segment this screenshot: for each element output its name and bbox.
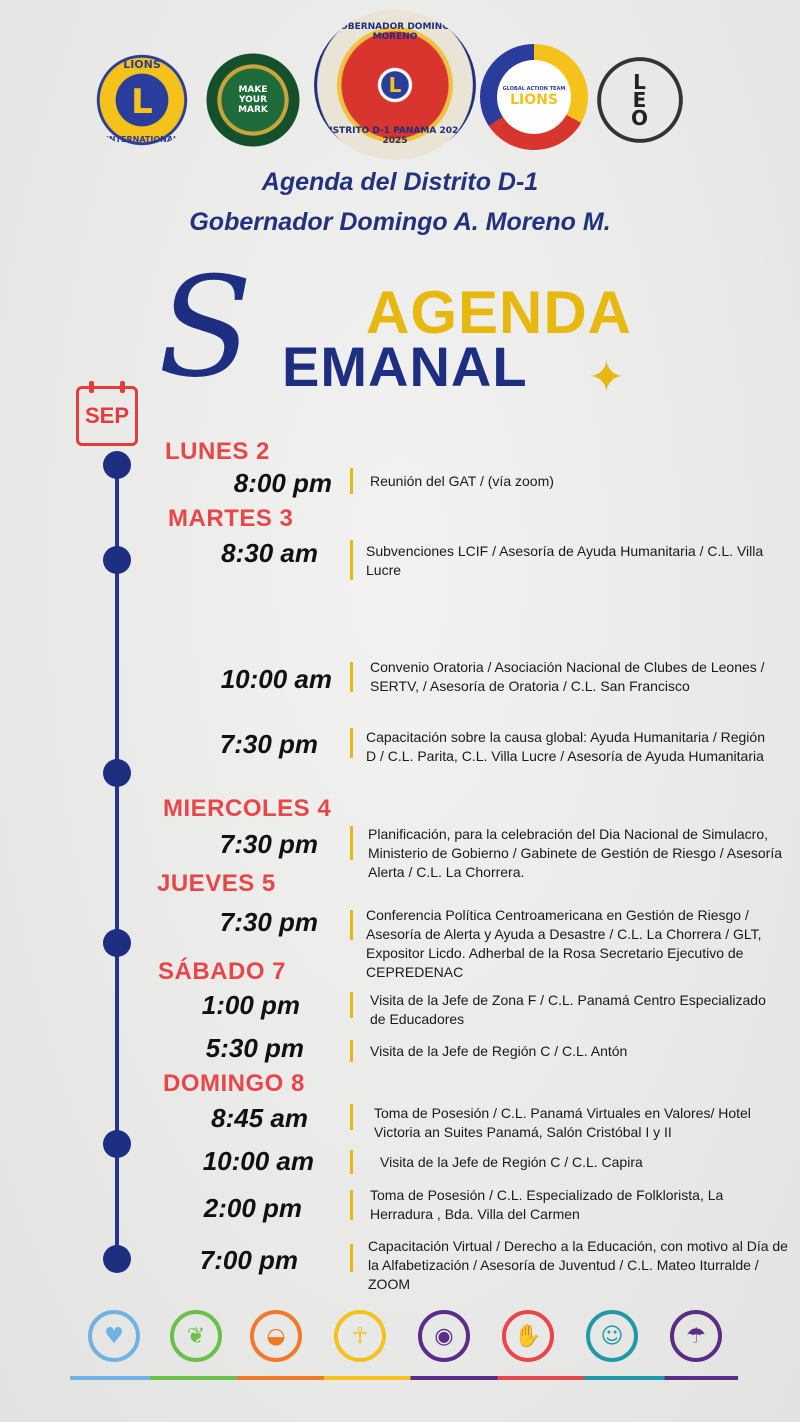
event-divider: [350, 1040, 353, 1062]
lions-international-logo: LIONS L INTERNATIONAL: [88, 52, 196, 148]
event-divider: [350, 1244, 353, 1272]
day-label: SÁBADO 7: [158, 958, 287, 985]
global-action-team-logo: GLOBAL ACTION TEAM LIONS: [480, 44, 588, 150]
youth-icon: ☺: [586, 1310, 638, 1362]
leo-club-logo: L E O: [595, 54, 685, 146]
event-divider: [350, 992, 353, 1018]
event-time: 10:00 am: [220, 664, 332, 694]
event-description: Subvenciones LCIF / Asesoría de Ayuda Humanitaria / C.L. Villa Lucre: [366, 543, 764, 578]
event-time: 8:30 am: [221, 538, 318, 568]
make-your-mark-logo: MAKE YOUR MARK: [205, 52, 301, 148]
event-time: 1:00 pm: [201, 990, 300, 1020]
day-label: DOMINGO 8: [163, 1070, 305, 1097]
humanitarian-icon: ♥: [88, 1310, 140, 1362]
hunger-icon: ◒: [250, 1310, 302, 1362]
event-description: Visita de la Jefe de Zona F / C.L. Panamá Centro Especializado de Educadores: [370, 992, 766, 1027]
event-time: 7:30 pm: [219, 907, 318, 937]
calendar-icon: [76, 386, 138, 446]
event-time: 5:30 pm: [205, 1033, 304, 1063]
event-divider: [350, 1150, 353, 1174]
event-description: Conferencia Política Centroamericana en Gestión de Riesgo / Asesoría de Alerta y Ayuda a Desastre / C.L. La Chorrera / GLT, Expositor Licdo. Adherbal de la Rosa Secretario Ejecutivo de CEPREDENAC: [366, 907, 762, 980]
day-label: LUNES 2: [165, 438, 270, 465]
event-divider: [350, 910, 353, 940]
event-divider: [350, 1190, 353, 1220]
calendar-month: SEP: [84, 403, 130, 428]
event-description: Reunión del GAT / (vía zoom): [370, 473, 554, 489]
disaster-relief-icon: ☂: [670, 1310, 722, 1362]
event-divider: [350, 1104, 353, 1130]
event-divider: [350, 468, 353, 494]
sparkle-icon: ✦: [588, 353, 625, 402]
governor-name-heading: Gobernador Domingo A. Moreno M.: [189, 208, 611, 236]
event-description: Visita de la Jefe de Región C / C.L. Antón: [370, 1043, 628, 1059]
event-description: Visita de la Jefe de Región C / C.L. Capira: [380, 1154, 643, 1170]
event-time: 8:00 pm: [233, 468, 332, 498]
childhood-cancer-icon: ☥: [334, 1310, 386, 1362]
day-label: MIERCOLES 4: [163, 795, 332, 822]
title-script-letter: S: [158, 247, 253, 408]
event-divider: [350, 826, 353, 860]
vision-icon: ◉: [418, 1310, 470, 1362]
event-description: Toma de Posesión / C.L. Especializado de Folklorista, La Herradura , Bda. Villa del Carmen: [370, 1187, 724, 1222]
event-time: 8:45 am: [211, 1103, 308, 1133]
event-divider: [350, 728, 353, 758]
event-time: 2:00 pm: [203, 1193, 302, 1223]
event-time: 7:30 pm: [219, 729, 318, 759]
day-label: JUEVES 5: [157, 870, 276, 897]
event-description: Toma de Posesión / C.L. Panamá Virtuales en Valores/ Hotel Victoria an Suites Panamá, Salón Cristóbal I y II: [374, 1105, 751, 1140]
governor-district-seal: GOBERNADOR DOMINGO MORENO L DISTRITO D-1 PANAMA 2024-2025: [314, 10, 476, 160]
event-time: 7:30 pm: [219, 829, 318, 859]
event-time: 10:00 am: [202, 1146, 314, 1176]
environment-icon: ❦: [170, 1310, 222, 1362]
event-description: Convenio Oratoria / Asociación Nacional de Clubes de Leones / SERTV, / Asesoría de Oratoria / C.L. San Francisco: [370, 659, 765, 694]
title-agenda: AGENDA: [366, 279, 633, 346]
event-divider: [350, 540, 353, 580]
event-description: Capacitación Virtual / Derecho a la Educación, con motivo al Día de la Alfabetización / Asesoría de Juventud / C.L. Mateo Iturralde / ZOOM: [368, 1238, 788, 1292]
event-description: Capacitación sobre la causa global: Ayuda Humanitaria / Región D / C.L. Parita, C.L. Villa Lucre / Asesoría de Ayuda Humanitaria: [366, 729, 765, 764]
title-semanal: EMANAL: [282, 335, 528, 398]
district-agenda-heading: Agenda del Distrito D-1: [261, 168, 539, 196]
event-time: 7:00 pm: [199, 1245, 298, 1275]
event-divider: [350, 662, 353, 692]
diabetes-icon: ✋: [502, 1310, 554, 1362]
day-label: MARTES 3: [168, 505, 294, 532]
footer-color-line: [70, 1376, 738, 1380]
timeline-dot: [103, 759, 131, 787]
event-description: Planificación, para la celebración del Dia Nacional de Simulacro, Ministerio de Gobierno / Gabinete de Gestión de Riesgo / Asesoría Alerta / C.L. La Chorrera.: [368, 826, 783, 880]
